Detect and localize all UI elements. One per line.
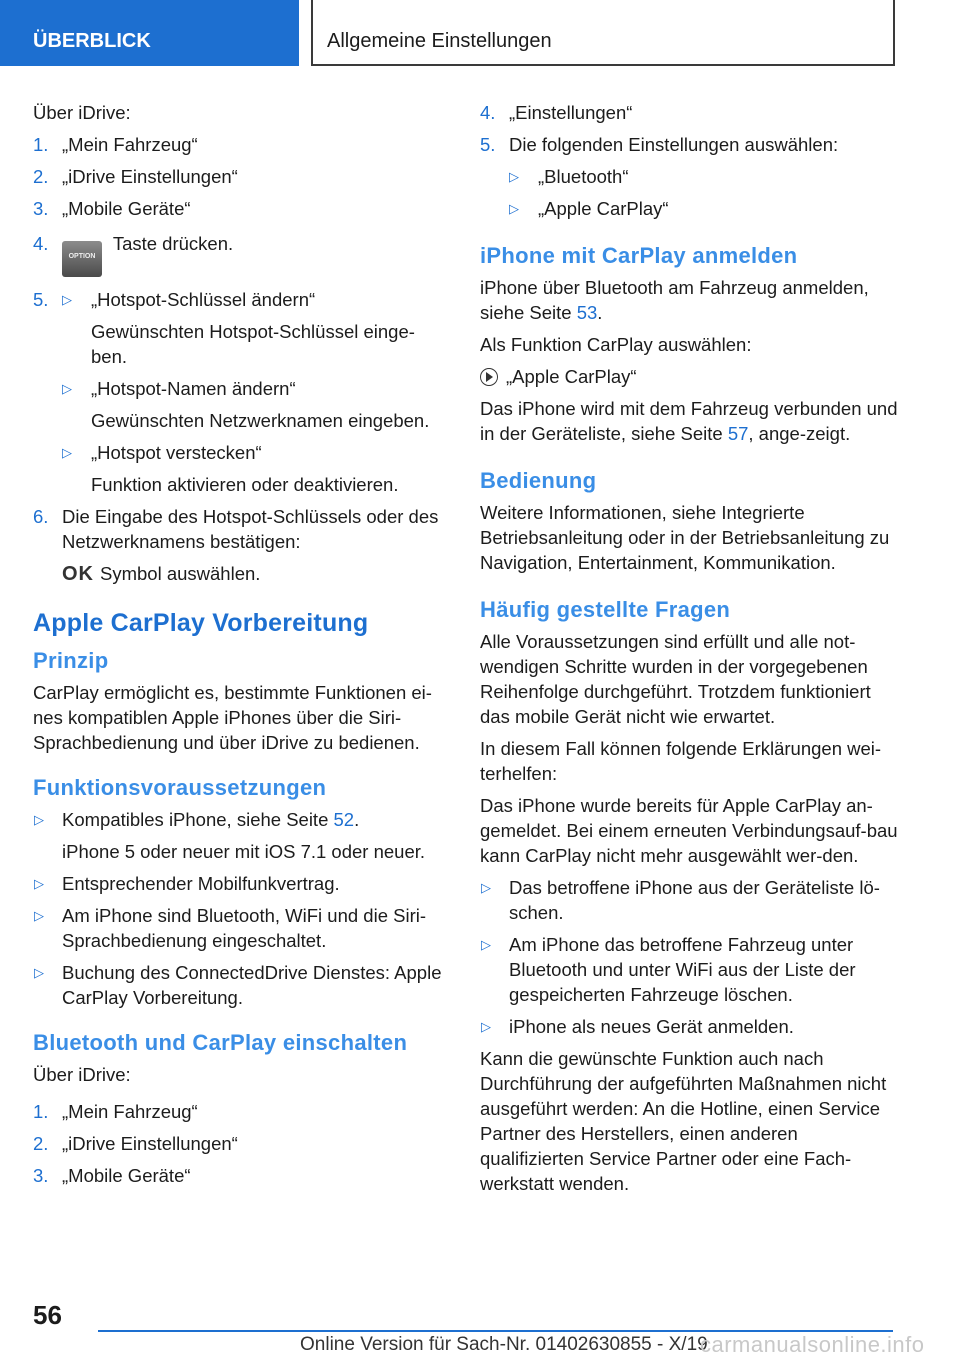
cont-step-4: 4. „Einstellungen“ [480, 102, 633, 123]
bt-step-3: 3. „Mobile Geräte“ [33, 1165, 191, 1186]
triangle-bullet-icon: ▷ [34, 965, 44, 980]
bt-intro: Über iDrive: [33, 1064, 131, 1085]
prinzip-text: CarPlay ermöglicht es, bestimmte Funktionen ei-nes kompatiblen Apple iPhones über die Siri-Sprachbedienung und über iDrive zu bedienen. [33, 682, 432, 753]
page-footer [0, 1296, 960, 1362]
triangle-bullet-icon: ▷ [62, 292, 72, 307]
page-link-52[interactable]: 52 [333, 809, 355, 830]
triangle-bullet-icon: ▷ [62, 381, 72, 396]
play-circle-icon [480, 368, 498, 386]
requirement-1: ▷ Kompatibles iPhone, siehe Seite 52. iPhone 5 oder neuer mit iOS 7.1 oder neuer. [34, 809, 426, 862]
page-header [0, 0, 960, 66]
triangle-bullet-icon: ▷ [481, 1019, 491, 1034]
page-link-53[interactable]: 53 [576, 302, 598, 323]
heading-anmelden: iPhone mit CarPlay anmelden [480, 243, 798, 268]
step-4: 4. OPTION Taste drücken. [33, 231, 448, 277]
step-1: 1. „Mein Fahrzeug“ [33, 134, 198, 155]
triangle-bullet-icon: ▷ [34, 812, 44, 827]
fragen-text-4: Kann die gewünschte Funktion auch nach Durchführung der aufgeführten Maßnahmen nicht ausgeführt werden: An die Hotline, einen Service Partner des Herstellers, einen anderen qualifizierten Service Partner oder eine Fach-werkstatt wenden. [480, 1048, 887, 1194]
anmelden-text-2: Als Funktion CarPlay auswählen: [480, 334, 752, 355]
heading-carplay: Apple CarPlay Vorbereitung [33, 609, 369, 637]
requirement-2: ▷ Entsprechender Mobilfunkvertrag. [34, 873, 340, 894]
step-5-sub-2: ▷ „Hotspot-Namen ändern“ Gewünschten Netzwerknamen eingeben. [62, 378, 430, 431]
heading-bedienung: Bedienung [480, 468, 597, 493]
step-6: 6. Die Eingabe des Hotspot-Schlüssels oder des Netzwerknamens bestätigen: OK Symbol auswählen. [33, 506, 439, 585]
requirement-3: ▷ Am iPhone sind Bluetooth, WiFi und die Siri-Sprachbedienung eingeschaltet. [34, 905, 427, 951]
step-3: 3. „Mobile Geräte“ [33, 198, 191, 219]
triangle-bullet-icon: ▷ [481, 880, 491, 895]
footer-version-text: Online Version für Sach-Nr. 01402630855 - X/19 [300, 1334, 708, 1355]
fragen-text-3: Das iPhone wurde bereits für Apple CarPlay an-gemeldet. Bei einem erneuten Verbindungsauf-bau kann CarPlay nicht mehr ausgewählt wer-den. [480, 795, 898, 866]
bt-step-2: 2. „iDrive Einstellungen“ [33, 1133, 238, 1154]
step-5-sub-1: ▷ „Hotspot-Schlüssel ändern“ Gewünschten Hotspot-Schlüssel einge-ben. [62, 289, 415, 367]
triangle-bullet-icon: ▷ [481, 937, 491, 952]
fragen-item-2: ▷ Am iPhone das betroffene Fahrzeug unter Bluetooth und unter WiFi aus der Liste der gespeicherten Fahrzeuge löschen. [481, 934, 856, 1005]
page-number: 56 [33, 1300, 62, 1330]
page-link-57[interactable]: 57 [727, 423, 749, 444]
bt-step-1: 1. „Mein Fahrzeug“ [33, 1101, 198, 1122]
fragen-text-2: In diesem Fall können folgende Erklärungen wei-terhelfen: [480, 738, 882, 784]
watermark: carmanualsonline.info [700, 1332, 925, 1357]
triangle-bullet-icon: ▷ [509, 169, 519, 184]
fragen-item-3: ▷ iPhone als neues Gerät anmelden. [481, 1016, 794, 1037]
triangle-bullet-icon: ▷ [62, 445, 72, 460]
cont-step-5: 5. Die folgenden Einstellungen auswählen: ▷ „Bluetooth“ ▷ „Apple CarPlay“ [480, 132, 900, 221]
heading-fragen: Häufig gestellte Fragen [480, 597, 731, 622]
requirement-4: ▷ Buchung des ConnectedDrive Dienstes: Apple CarPlay Vorbereitung. [34, 962, 442, 1008]
chapter-title: Allgemeine Einstellungen [311, 0, 895, 66]
heading-bluetooth: Bluetooth und CarPlay einschalten [33, 1030, 408, 1055]
anmelden-text-3: „Apple CarPlay“ [480, 364, 900, 389]
fragen-text-1: Alle Voraussetzungen sind erfüllt und alle not-wendigen Schritte wurden in der vorgegebenen Reihenfolge durchgeführt. Trotzdem funktioniert das mobile Gerät nicht wie erwartet. [480, 631, 871, 727]
step-5: 5. ▷ „Hotspot-Schlüssel ändern“ Gewünschten Hotspot-Schlüssel einge-ben. ▷ „Hotspot-Namen ändern“ Gewünschten Netzwerknamen eingeben. ▷ „Hotspot verstecken“ Funktion aktivieren oder deaktivieren. [33, 287, 448, 497]
anmelden-text-4: Das iPhone wird mit dem Fahrzeug verbunden und in der Geräteliste, siehe Seite 57, ange-zeigt. [480, 398, 898, 444]
option-button-icon: OPTION [62, 241, 102, 277]
left-column [33, 100, 448, 1195]
triangle-bullet-icon: ▷ [509, 201, 519, 216]
triangle-bullet-icon: ▷ [34, 876, 44, 891]
section-tab: ÜBERBLICK [0, 0, 299, 66]
ok-icon: OK [62, 563, 94, 585]
step-5-sub-3: ▷ „Hotspot verstecken“ Funktion aktivieren oder deaktivieren. [62, 442, 399, 495]
heading-funktion: Funktionsvoraussetzungen [33, 775, 327, 800]
fragen-item-1: ▷ Das betroffene iPhone aus der Geräteliste lö-schen. [481, 877, 880, 923]
cont-step-5-sub-2: ▷ „Apple CarPlay“ [509, 198, 669, 219]
step-2: 2. „iDrive Einstellungen“ [33, 166, 238, 187]
cont-step-5-sub-1: ▷ „Bluetooth“ [509, 166, 629, 187]
intro-text: Über iDrive: [33, 102, 131, 123]
anmelden-text-1: iPhone über Bluetooth am Fahrzeug anmelden, siehe Seite 53. [480, 277, 869, 323]
heading-prinzip: Prinzip [33, 648, 109, 673]
right-column [480, 100, 900, 1203]
bedienung-text: Weitere Informationen, siehe Integrierte Betriebsanleitung oder in der Betriebsanleitung zu Navigation, Entertainment, Kommunikation. [480, 502, 890, 573]
triangle-bullet-icon: ▷ [34, 908, 44, 923]
